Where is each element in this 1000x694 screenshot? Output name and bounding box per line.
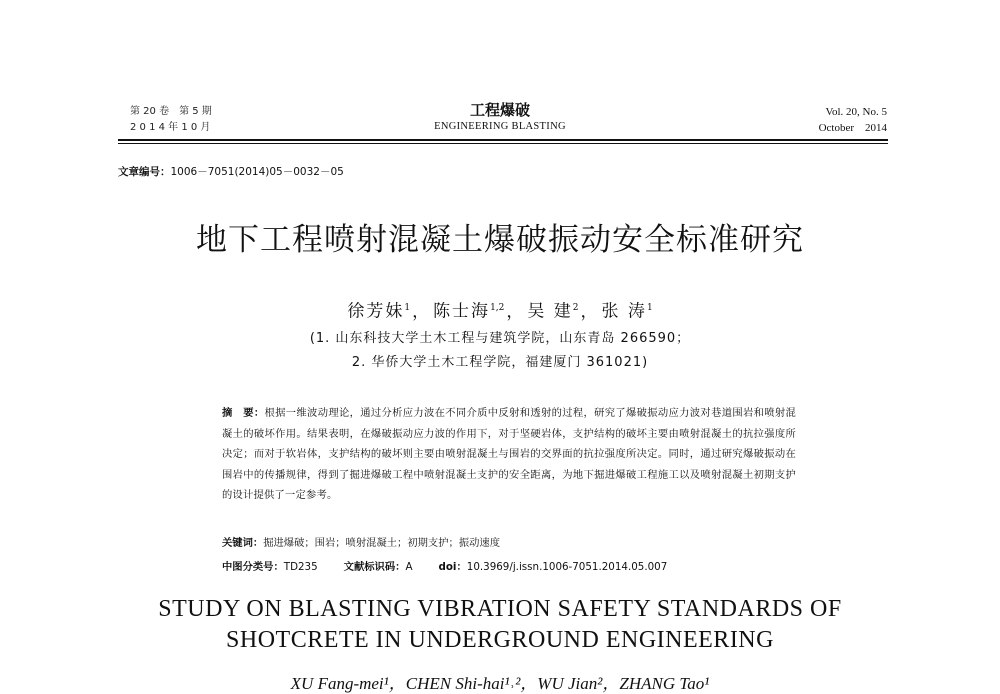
doi-label: doi： <box>438 561 467 573</box>
article-number-value: 1006－7051(2014)05－0032－05 <box>170 166 344 178</box>
volume-en: Vol. 20, No. 5 <box>825 106 887 118</box>
article-number-label: 文章编号： <box>118 166 171 178</box>
doc-code-value: A <box>405 561 413 573</box>
keywords <box>222 534 802 549</box>
abstract <box>222 403 796 506</box>
author-affiliation-mark: 1 <box>404 303 411 313</box>
author-name: 徐芳妹 <box>347 301 405 322</box>
paper-title-cn: 地下工程喷射混凝土爆破振动安全标准研究 <box>196 222 804 258</box>
doi-value: 10.3969/j.issn.1006-7051.2014.05.007 <box>466 561 668 573</box>
journal-name-cn: 工程爆破 <box>469 101 530 119</box>
affiliation-1: (1. 山东科技大学土木工程与建筑学院，山东青岛 266590； <box>309 331 691 346</box>
abstract-label: 摘 要： <box>222 407 265 419</box>
header-rule-thin <box>118 143 888 144</box>
keywords-label: 关键词： <box>222 537 264 549</box>
author-name: 陈士海 <box>433 301 491 322</box>
author-list-en: XU Fang-mei¹，CHEN Shi-hai¹˒²，WU Jian²，ZHANG Tao¹ <box>290 674 710 693</box>
clc-value: TD235 <box>283 561 318 573</box>
author-list: 徐芳妹$^1$ ， 陈士海$^{1,2}$ ， 吴 建$^2$ ， 张 涛$^1$ <box>347 301 653 322</box>
author-affiliation-mark: 1,2 <box>490 303 505 313</box>
header-issue-info <box>130 104 212 136</box>
header-volume-en <box>819 104 887 136</box>
article-number <box>118 164 344 179</box>
date-en: October 2014 <box>818 122 887 134</box>
author-affiliation-mark: 2 <box>572 303 579 313</box>
volume-issue: 第 20 卷 第 5 期 <box>130 106 212 117</box>
paper-title-en-line-2: SHOTCRETE IN UNDERGROUND ENGINEERING <box>226 627 774 653</box>
author-name: 吴 建 <box>527 301 573 322</box>
abstract-text: 根据一维波动理论，通过分析应力波在不同介质中反射和透射的过程，研究了爆破振动应力波对巷道围岩和喷射混凝土的破坏作用。结果表明，在爆破振动应力波的作用下，对于坚硬岩体，支护结构的破坏主要由喷射混凝土的抗拉强度所决定；而对于软岩体，支护结构的破坏则主要由喷射混凝土与围岩的交界面的抗拉强度所决定。同时，通过研究爆破振动在围岩中的传播规律，得到了掘进爆破工程中喷射混凝土支护的安全距离，为地下掘进爆破工程施工以及喷射混凝土初期支护的设计提供了一定参考。 <box>222 407 796 501</box>
issue-date: 2 0 1 4 年 1 0 月 <box>130 122 211 133</box>
keywords-text: 掘进爆破；围岩；喷射混凝土；初期支护；振动速度 <box>263 537 501 549</box>
author-name: 张 涛 <box>601 301 647 322</box>
affiliation-2: 2. 华侨大学土木工程学院，福建厦门 361021) <box>351 355 649 370</box>
doc-code-label: 文献标识码： <box>343 561 406 573</box>
journal-name-en: ENGINEERING BLASTING <box>434 121 566 132</box>
author-affiliation-mark: 1 <box>646 303 653 313</box>
paper-title-en <box>100 594 900 656</box>
journal-name <box>380 100 620 134</box>
classification-line <box>222 558 667 573</box>
paper-title-en-line-1: STUDY ON BLASTING VIBRATION SAFETY STANDARDS OF <box>158 596 842 622</box>
header-rule-thick <box>118 139 888 141</box>
clc-label: 中图分类号： <box>222 561 284 573</box>
